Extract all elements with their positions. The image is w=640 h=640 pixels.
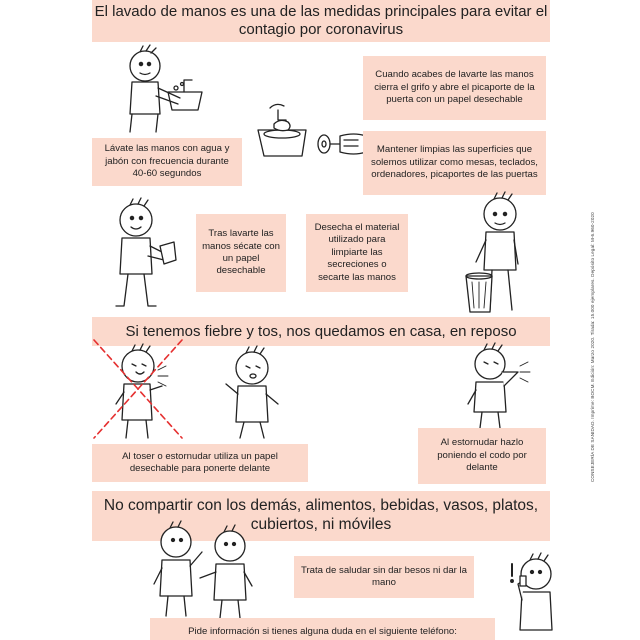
footer-info: Pide información si tienes alguna duda en el siguiente teléfono: [150,618,495,640]
tip-discard-material: Desecha el material utilizado para limpiarte las secreciones o secarte las manos [306,214,408,292]
handwashing-title-band [92,0,550,42]
boy-at-bin-icon [460,192,540,316]
tip-clean-surfaces: Mantener limpias las superficies que solemos utilizar como mesas, teclados, ordenadores, picaportes de las puertas [363,131,546,195]
boy-washing-hands-icon [110,44,210,136]
boys-greeting-icon [148,520,260,620]
handwashing-title: El lavado de manos es una de las medidas principales para evitar el contagio por coronavirus [94,3,548,38]
boy-on-phone-icon [504,550,564,640]
boy-drying-hands-icon [108,198,188,310]
tip-sneeze-elbow: Al estornudar hazlo poniendo el codo por delante [418,428,546,484]
stay-home-title: Si tenemos fiebre y tos, nos quedamos en casa, en reposo [125,322,517,340]
boy-sneezing-elbow-icon [458,342,538,432]
boy-sneezing-crossed-icon [90,338,186,442]
tip-cough-tissue: Al toser o estornudar utiliza un papel desechable para ponerte delante [92,444,308,482]
side-credit: CONSEJERÍA DE SANIDAD. Imprime: BOCM. Edición: Marzo 2020. Tirada: 15.000 ejemplares. Depósito Legal: M-6.960-2020 [590,212,595,482]
hands-under-tap-icon [254,100,314,162]
tip-dry-hands: Tras lavarte las manos sécate con un papel desechable [196,214,286,292]
tip-greet-no-kiss: Trata de saludar sin dar besos ni dar la mano [294,556,474,598]
boy-sneezing-icon [218,344,288,442]
no-sharing-title: No compartir con los demás, alimentos, bebidas, vasos, platos, cubiertos, ni móviles [103,497,539,533]
tip-wash-hands: Lávate las manos con agua y jabón con frecuencia durante 40-60 segundos [92,138,242,186]
tip-close-tap: Cuando acabes de lavarte las manos cierra el grifo y abre el picaporte de la puerta con un papel desechable [363,56,546,120]
hand-on-doorknob-icon [314,122,370,166]
